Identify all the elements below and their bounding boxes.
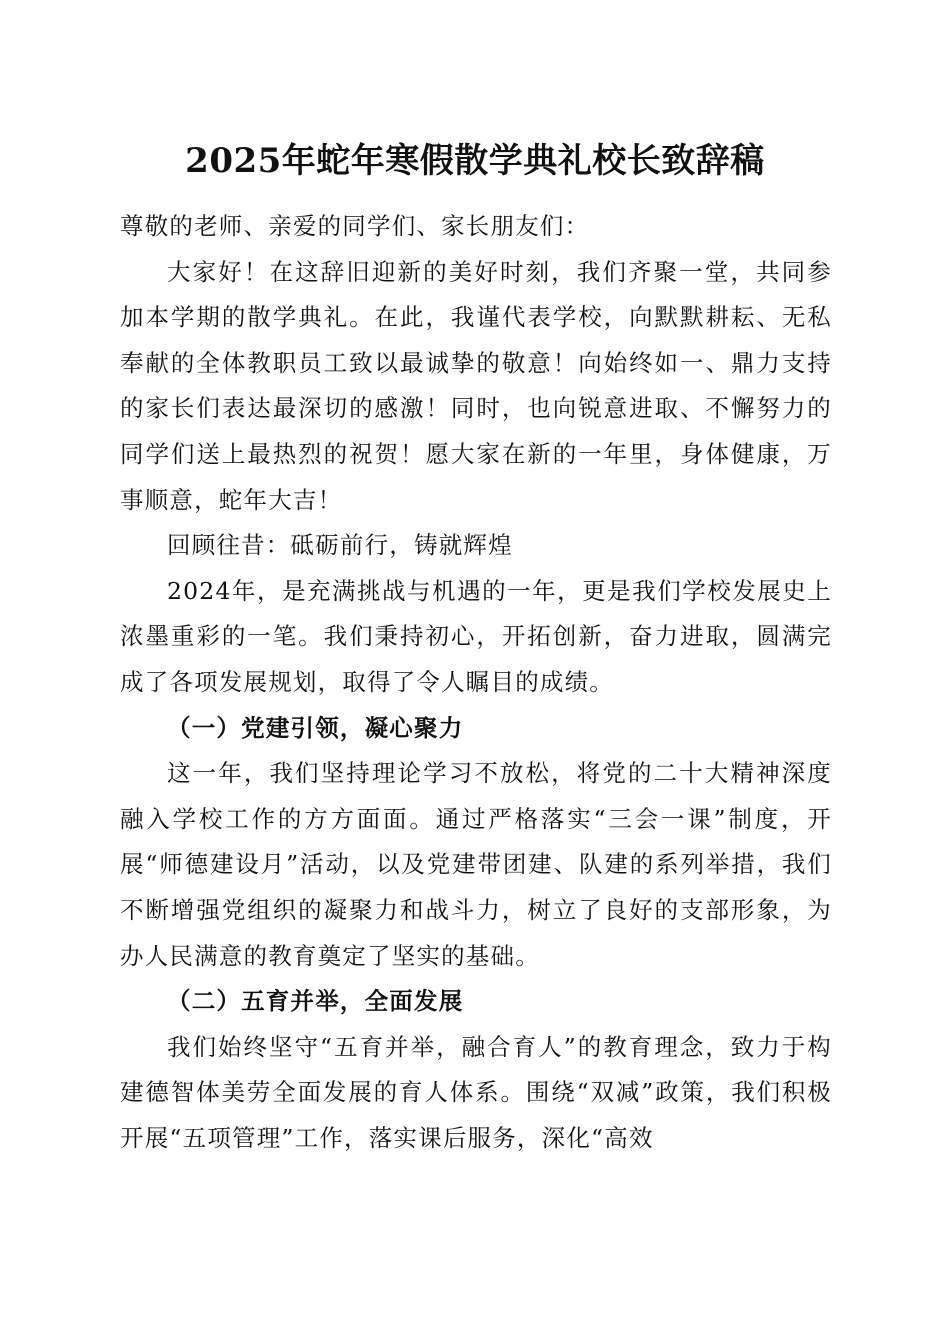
review-heading: 回顾往昔：砥砺前行，铸就辉煌 <box>167 531 513 560</box>
document-body <box>120 204 832 1161</box>
paragraph-section2: 我们始终坚守“五育并举，融合育人”的教育理念，致力于构建德智体美劳全面发展的育人体系。围绕“双减”政策，我们积极开展“五项管理”工作，落实课后服务，深化“高效 <box>120 1032 832 1152</box>
paragraph-section1: 这一年，我们坚持理论学习不放松，将党的二十大精神深度融入学校工作的方方面面。通过严格落实“三会一课”制度，开展“师德建设月”活动，以及党建带团建、队建的系列举措，我们不断增强党组织的凝聚力和战斗力，树立了良好的支部形象，为办人民满意的教育奠定了坚实的基础。 <box>120 759 832 970</box>
section1-heading: （一）党建引领，凝心聚力 <box>167 713 464 742</box>
section2-heading: （二）五育并举，全面发展 <box>167 987 464 1016</box>
salutation: 尊敬的老师、亲爱的同学们、家长朋友们： <box>120 212 590 240</box>
document-title: 2025年蛇年寒假散学典礼校长致辞稿 <box>185 141 765 181</box>
paragraph-greeting: 大家好！在这辞旧迎新的美好时刻，我们齐聚一堂，共同参加本学期的散学典礼。在此，我谨代表学校，向默默耕耘、无私奉献的全体教职员工致以最诚挚的敬意！向始终如一、鼎力支持的家长们表达最深切的感激！同时，也向锐意进取、不懈努力的同学们送上最热烈的祝贺！愿大家在新的一年里，身体健康，万事顺意，蛇年大吉！ <box>120 257 832 514</box>
paragraph-review: 2024年，是充满挑战与机遇的一年，更是我们学校发展史上浓墨重彩的一笔。我们秉持初心，开拓创新，奋力进取，圆满完成了各项发展规划，取得了令人瞩目的成绩。 <box>120 576 832 696</box>
